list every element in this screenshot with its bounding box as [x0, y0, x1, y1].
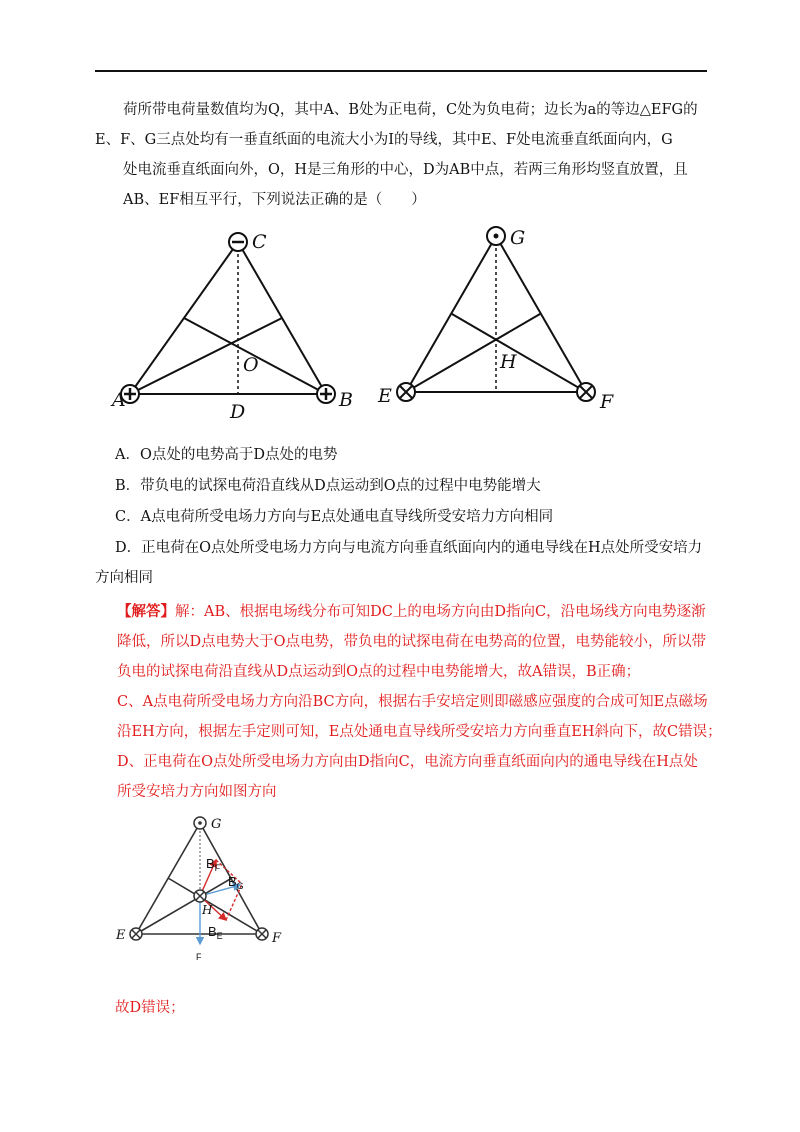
current-out-icon: [487, 227, 505, 245]
answer-line-2: 降低，所以D点电势大于O点电势，带负电的试探电荷在电势高的位置，电势能较小，所以带: [117, 634, 707, 650]
stem-line-4: AB、EF相互平行，下列说法正确的是（ ）: [123, 192, 426, 208]
figure-triangle-efg: [372, 218, 632, 418]
answer-line-7: 所受安培力方向如图方向: [117, 784, 277, 800]
label-b: B: [339, 389, 353, 411]
answer-line-1-text: 解：AB、根据电场线分布可知DC上的电场方向由D指向C，沿电场线方向电势逐渐: [175, 604, 706, 620]
option-a: A．O点处的电势高于D点处的电势: [115, 447, 338, 463]
current-in-icon-h: [194, 890, 206, 902]
stem-line-3: 处电流垂直纸面向外，O，H是三角形的中心，D为AB中点，若两三角形均竖直放置，且: [123, 162, 688, 178]
label-bg: $B_G$: [228, 874, 244, 891]
answer-conclusion: 故D错误；: [115, 1000, 185, 1016]
positive-charge-icon-b: [317, 385, 335, 403]
label-e: E: [378, 385, 392, 407]
answer-tag: 【解答】: [117, 603, 175, 620]
question-stem: [95, 95, 707, 215]
option-c: C．A点电荷所受电场力方向与E点处通电直导线所受安培力方向相同: [115, 509, 554, 525]
negative-charge-icon: [229, 233, 247, 251]
fig3-label-h: H: [202, 903, 213, 917]
fig3-label-e: E: [116, 928, 126, 943]
current-out-icon-small: [194, 817, 206, 829]
label-c: C: [252, 231, 267, 253]
current-in-icon-f-small: [256, 928, 268, 940]
fig3-label-g: G: [211, 817, 222, 832]
label-o: O: [243, 354, 259, 376]
answer-block: [117, 597, 722, 807]
answer-line-3: 负电的试探电荷沿直线从D点运动到O点的过程中电势能增大，故A错误，B正确；: [117, 664, 641, 680]
option-b: B．带负电的试探电荷沿直线从D点运动到O点的过程中电势能增大: [115, 478, 541, 494]
answer-line-4: C、A点电荷所受电场力方向沿BC方向，根据右手安培定则即磁感应强度的合成可知E点磁场: [117, 694, 708, 710]
label-a: A: [112, 389, 126, 411]
stem-line-2: E、F、G三点处均有一垂直纸面的电流大小为I的导线，其中E、F处电流垂直纸面向内，G: [95, 132, 673, 148]
figure-force-diagram: [112, 808, 302, 968]
figure-triangle-abc: [110, 222, 370, 422]
label-be: $B_E$: [208, 924, 223, 941]
label-h: H: [500, 351, 517, 373]
current-in-icon-e-small: [130, 928, 142, 940]
answer-line-1: [117, 597, 717, 627]
label-g: G: [510, 227, 526, 249]
answer-line-5: 沿EH方向，根据左手定则可知，E点处通电直导线所受安培力方向垂直EH斜向下，故C错误；: [117, 724, 722, 740]
label-force: F: [196, 952, 202, 962]
current-in-icon-e: [397, 383, 415, 401]
label-bf: $B_F$: [206, 856, 221, 873]
fig3-label-f: F: [272, 931, 282, 946]
option-d-line-2: 方向相同: [95, 570, 153, 586]
stem-line-1: 荷所带电荷量数值均为Q，其中A、B处为正电荷，C处为负电荷；边长为a的等边△EFG的: [123, 102, 698, 118]
label-f: F: [600, 391, 614, 413]
option-d-line-1: D．正电荷在O点处所受电场力方向与电流方向垂直纸面向内的通电导线在H点处所受安培力: [115, 540, 703, 556]
label-d: D: [230, 401, 246, 423]
current-in-icon-f: [577, 383, 595, 401]
header-rule: [95, 70, 707, 72]
answer-line-6: D、正电荷在O点处所受电场力方向由D指向C，电流方向垂直纸面向内的通电导线在H点处: [117, 754, 698, 770]
